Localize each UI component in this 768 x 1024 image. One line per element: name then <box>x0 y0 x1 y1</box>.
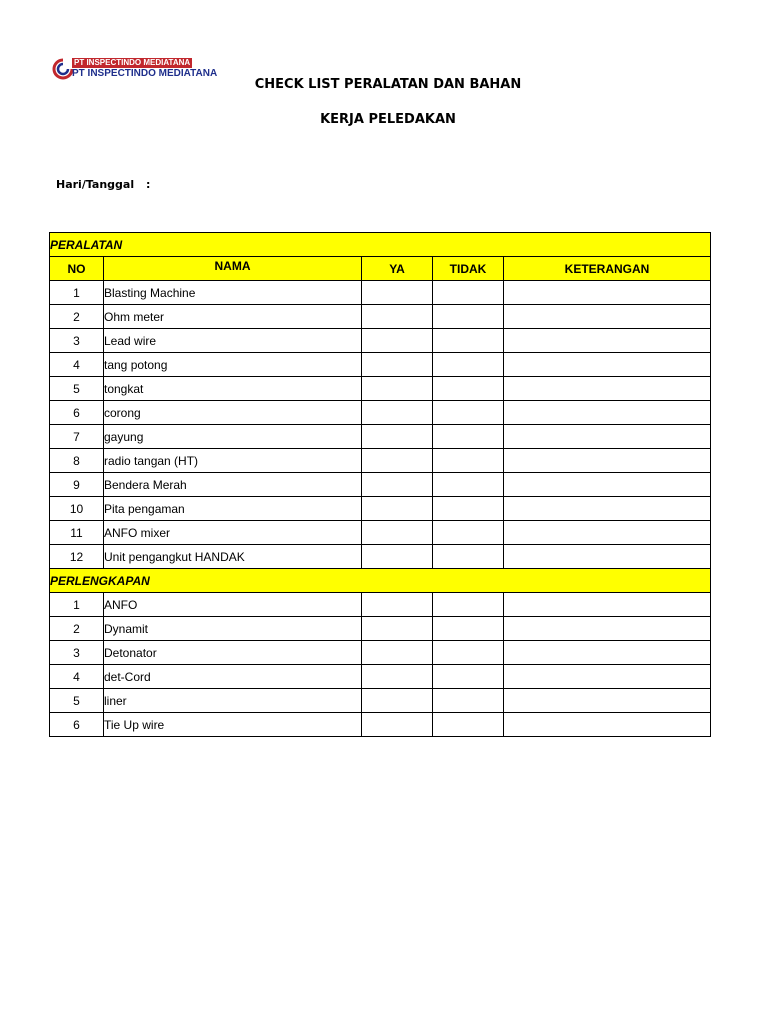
keterangan-cell[interactable] <box>504 377 711 401</box>
keterangan-cell[interactable] <box>504 593 711 617</box>
keterangan-cell[interactable] <box>504 545 711 569</box>
tidak-cell[interactable] <box>433 449 504 473</box>
table-row <box>50 617 711 641</box>
item-name: tongkat <box>104 377 362 401</box>
keterangan-cell[interactable] <box>504 449 711 473</box>
ya-cell[interactable] <box>362 497 433 521</box>
section-peralatan-row <box>50 233 711 257</box>
keterangan-cell[interactable] <box>504 329 711 353</box>
item-number: 6 <box>50 713 104 737</box>
tidak-cell[interactable] <box>433 377 504 401</box>
tidak-cell[interactable] <box>433 689 504 713</box>
page-title: CHECK LIST PERALATAN DAN BAHAN <box>254 77 522 92</box>
table-row <box>50 281 711 305</box>
item-name: radio tangan (HT) <box>104 449 362 473</box>
item-number: 2 <box>50 617 104 641</box>
item-name: Dynamit <box>104 617 362 641</box>
item-number: 4 <box>50 665 104 689</box>
section-perlengkapan-row <box>50 569 711 593</box>
table-row <box>50 449 711 473</box>
item-name: gayung <box>104 425 362 449</box>
ya-cell[interactable] <box>362 401 433 425</box>
tidak-cell[interactable] <box>433 353 504 377</box>
table-row <box>50 665 711 689</box>
keterangan-cell[interactable] <box>504 281 711 305</box>
item-number: 9 <box>50 473 104 497</box>
date-label: Hari/Tanggal <box>56 178 135 191</box>
tidak-cell[interactable] <box>433 521 504 545</box>
keterangan-cell[interactable] <box>504 521 711 545</box>
table-row <box>50 545 711 569</box>
table-row <box>50 329 711 353</box>
keterangan-cell[interactable] <box>504 425 711 449</box>
item-number: 1 <box>50 281 104 305</box>
ya-cell[interactable] <box>362 545 433 569</box>
tidak-cell[interactable] <box>433 497 504 521</box>
ya-cell[interactable] <box>362 593 433 617</box>
section-perlengkapan-title: PERLENGKAPAN <box>50 569 711 593</box>
section-peralatan-title: PERALATAN <box>50 233 711 257</box>
ya-cell[interactable] <box>362 521 433 545</box>
header-no: NO <box>50 257 104 281</box>
ya-cell[interactable] <box>362 665 433 689</box>
ya-cell[interactable] <box>362 449 433 473</box>
ya-cell[interactable] <box>362 329 433 353</box>
item-name: tang potong <box>104 353 362 377</box>
item-number: 4 <box>50 353 104 377</box>
company-name: PT INSPECTINDO MEDIATANA <box>72 68 218 79</box>
tidak-cell[interactable] <box>433 425 504 449</box>
item-number: 3 <box>50 641 104 665</box>
item-name: liner <box>104 689 362 713</box>
tidak-cell[interactable] <box>433 665 504 689</box>
item-number: 5 <box>50 377 104 401</box>
tidak-cell[interactable] <box>433 713 504 737</box>
company-logo-top-text: PT INSPECTINDO MEDIATANA <box>74 58 191 67</box>
item-number: 1 <box>50 593 104 617</box>
item-name: Lead wire <box>104 329 362 353</box>
item-number: 8 <box>50 449 104 473</box>
ya-cell[interactable] <box>362 689 433 713</box>
tidak-cell[interactable] <box>433 593 504 617</box>
item-name: Detonator <box>104 641 362 665</box>
keterangan-cell[interactable] <box>504 641 711 665</box>
item-name: ANFO <box>104 593 362 617</box>
item-name: Unit pengangkut HANDAK <box>104 545 362 569</box>
table-row <box>50 377 711 401</box>
table-row <box>50 497 711 521</box>
item-name: Ohm meter <box>104 305 362 329</box>
ya-cell[interactable] <box>362 305 433 329</box>
tidak-cell[interactable] <box>433 473 504 497</box>
tidak-cell[interactable] <box>433 329 504 353</box>
table-row <box>50 401 711 425</box>
table-row <box>50 305 711 329</box>
table-row <box>50 593 711 617</box>
tidak-cell[interactable] <box>433 617 504 641</box>
item-number: 6 <box>50 401 104 425</box>
item-name: Pita pengaman <box>104 497 362 521</box>
ya-cell[interactable] <box>362 281 433 305</box>
keterangan-cell[interactable] <box>504 617 711 641</box>
ya-cell[interactable] <box>362 641 433 665</box>
keterangan-cell[interactable] <box>504 665 711 689</box>
item-number: 2 <box>50 305 104 329</box>
ya-cell[interactable] <box>362 713 433 737</box>
header-ya: YA <box>362 257 433 281</box>
item-number: 3 <box>50 329 104 353</box>
keterangan-cell[interactable] <box>504 401 711 425</box>
item-number: 5 <box>50 689 104 713</box>
table-row <box>50 689 711 713</box>
tidak-cell[interactable] <box>433 281 504 305</box>
item-number: 11 <box>50 521 104 545</box>
checklist-table <box>49 232 711 737</box>
table-row <box>50 425 711 449</box>
keterangan-cell[interactable] <box>504 305 711 329</box>
ya-cell[interactable] <box>362 377 433 401</box>
ya-cell[interactable] <box>362 473 433 497</box>
item-name: ANFO mixer <box>104 521 362 545</box>
item-number: 12 <box>50 545 104 569</box>
keterangan-cell[interactable] <box>504 689 711 713</box>
item-number: 10 <box>50 497 104 521</box>
table-row <box>50 473 711 497</box>
date-separator: : <box>146 178 151 191</box>
item-name: corong <box>104 401 362 425</box>
item-number: 7 <box>50 425 104 449</box>
table-row <box>50 641 711 665</box>
page-subtitle: KERJA PELEDAKAN <box>320 112 456 127</box>
ya-cell[interactable] <box>362 425 433 449</box>
item-name: det-Cord <box>104 665 362 689</box>
keterangan-cell[interactable] <box>504 353 711 377</box>
table-row <box>50 713 711 737</box>
ya-cell[interactable] <box>362 617 433 641</box>
item-name: Bendera Merah <box>104 473 362 497</box>
ya-cell[interactable] <box>362 353 433 377</box>
item-name: Tie Up wire <box>104 713 362 737</box>
item-name: Blasting Machine <box>104 281 362 305</box>
header-keterangan: KETERANGAN <box>504 257 711 281</box>
table-row <box>50 353 711 377</box>
keterangan-cell[interactable] <box>504 713 711 737</box>
tidak-cell[interactable] <box>433 401 504 425</box>
keterangan-cell[interactable] <box>504 497 711 521</box>
table-row <box>50 521 711 545</box>
tidak-cell[interactable] <box>433 545 504 569</box>
tidak-cell[interactable] <box>433 305 504 329</box>
keterangan-cell[interactable] <box>504 473 711 497</box>
header-tidak: TIDAK <box>433 257 504 281</box>
header-nama: NAMA <box>104 257 362 281</box>
tidak-cell[interactable] <box>433 641 504 665</box>
table-header-row <box>50 257 711 281</box>
